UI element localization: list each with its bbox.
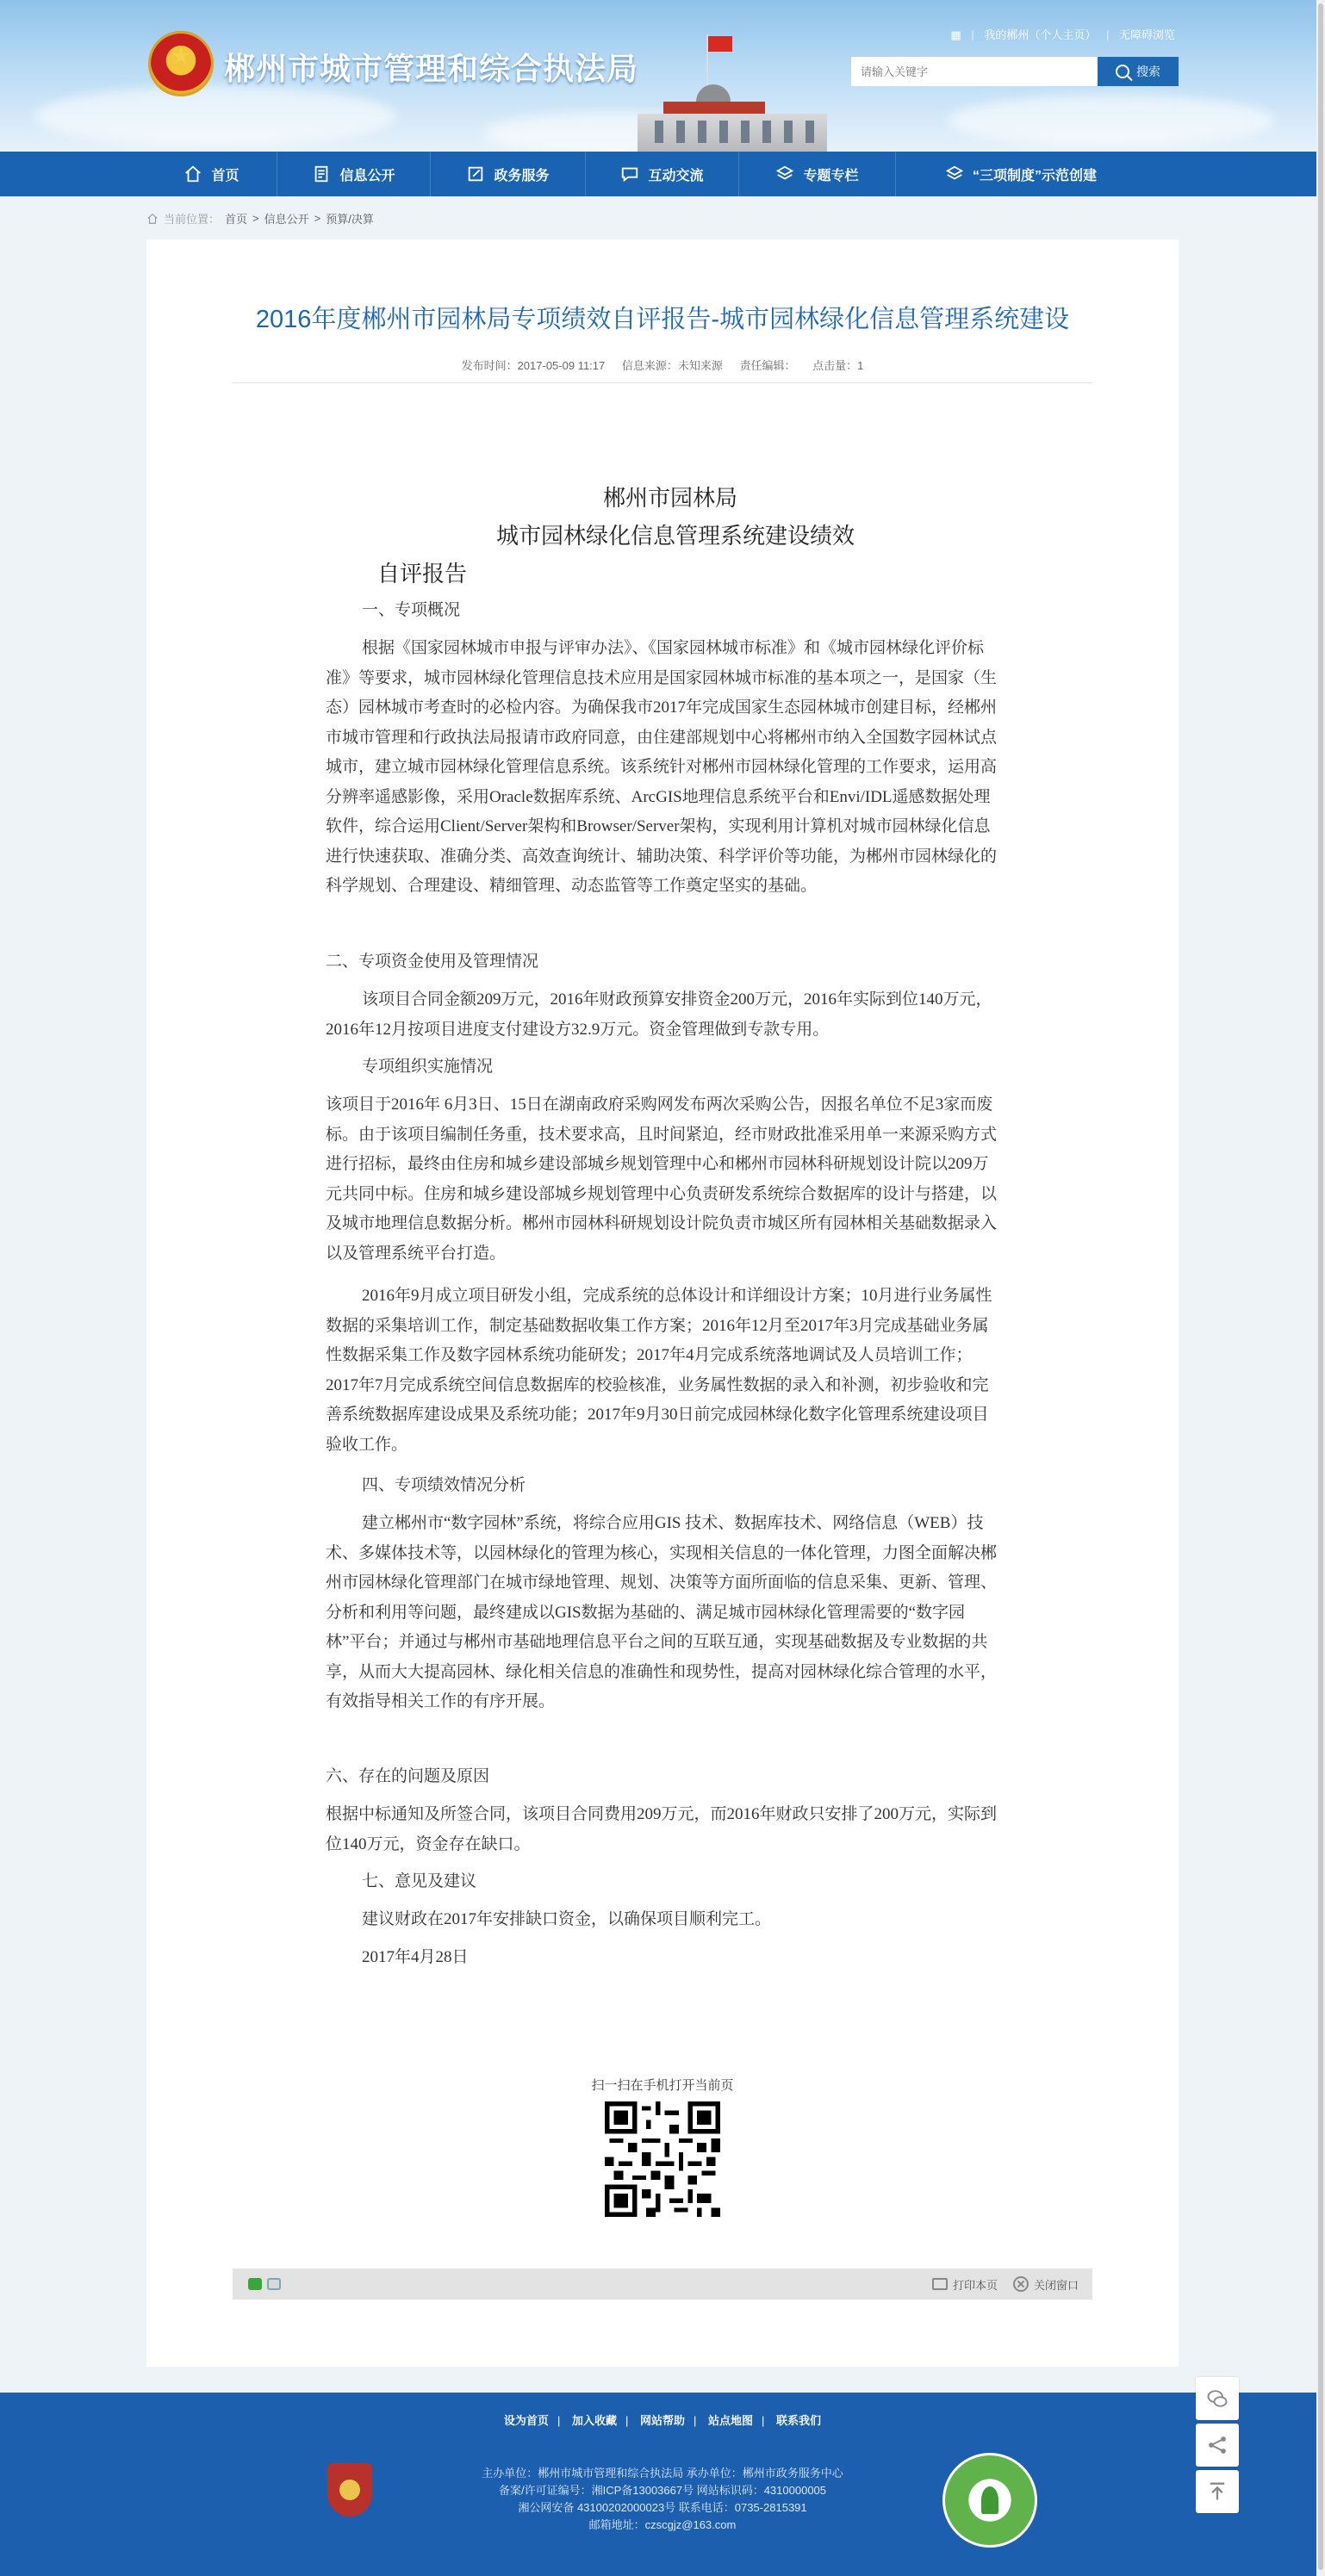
nav-special-topics[interactable] xyxy=(739,152,896,196)
footer-organizer: 主办单位：郴州市城市管理和综合执法局 承办单位：郴州市政务服务中心 xyxy=(482,2467,843,2480)
floating-toolbar xyxy=(1196,2377,1239,2517)
article-title: 2016年度郴州市园林局专项绩效自评报告-城市园林绿化信息管理系统建设 xyxy=(255,306,1070,333)
footer-links: 设为首页 | 加入收藏 | 网站帮助 | 站点地图 | 联系我们 xyxy=(503,2414,822,2427)
paragraph: 建立郴州市“数字园林”系统，将综合应用GIS 技术、数据库技术、网络信息（WEB）技术、多媒体技术等，以园林绿化的管理为核心，实现相关信息的一体化管理，力图全面解决郴州市园林绿化管理部门在城市绿地管理、规划、决策等方面所面临的信息采集、更新、管理、分析和利用等问题，最终建成以GIS数据为基础的、满足城市园林绿化管理需要的“数字园林”平台；并通过与郴州市基础地理信息平台之间的互联互通，实现基础数据及专业数据的共享，从而大大提高园林、绿化相关信息的准确性和现势性，提高对园林绿化综合管理的水平，有效指导相关工作的有序开展。 xyxy=(326,1514,998,1710)
nav-special-topics-label: 专题专栏 xyxy=(803,168,859,183)
share-float-button[interactable] xyxy=(1196,2424,1239,2467)
footer-link-sitemap[interactable]: 站点地图 xyxy=(708,2414,754,2427)
doc-heading-2: 城市园林绿化信息管理系统建设绩效 xyxy=(496,524,855,549)
doc-heading-1: 郴州市园林局 xyxy=(603,486,738,511)
publish-time: 发布时间：2017-05-09 11:17 xyxy=(461,359,606,372)
nav-three-systems[interactable] xyxy=(896,152,1146,196)
article-panel xyxy=(146,239,1179,2367)
scrollbar-thumb[interactable] xyxy=(1318,3,1323,2570)
close-window-button[interactable] xyxy=(1013,2276,1079,2293)
my-portal-link[interactable]: 我的郴州（个人主页） xyxy=(984,28,1097,41)
doc-heading-3: 自评报告 xyxy=(377,562,468,587)
nav-home[interactable] xyxy=(146,152,277,196)
print-icon xyxy=(932,2278,948,2290)
section-heading: 一、专项概况 xyxy=(362,601,461,619)
nav-gov-service[interactable] xyxy=(431,152,586,196)
paragraph: 2016年9月成立项目研发小组，完成系统的总体设计和详细设计方案；10月进行业务属性数据的采集培训工作，制定基础数据收集工作方案；2016年12月至2017年3月完成基础业务属性数据采集工作及数字园林系统功能研发；2017年4月完成系统落地调试及人员培训工作；2017年7月完成系统空间信息数据库的校验核准，业务属性数据的录入和补测，初步验收和完善系统数据库建设成果及系统功能；2017年9月30日前完成园林绿化数字化管理系统建设项目验收工作。 xyxy=(326,1287,992,1454)
close-icon xyxy=(1013,2276,1029,2292)
nav-interaction[interactable] xyxy=(586,152,739,196)
home-icon xyxy=(146,213,159,225)
accessibility-link[interactable]: 无障碍浏览 xyxy=(1118,28,1175,41)
home-icon xyxy=(184,164,202,183)
paragraph: 建议财政在2017年安排缺口资金，以确保项目顺利完工。 xyxy=(362,1910,772,1928)
section-heading: 二、专项资金使用及管理情况 xyxy=(326,953,539,971)
nav-home-label: 首页 xyxy=(211,168,239,183)
paragraph: 该项目合同金额209万元，2016年财政预算安排资金200万元，2016年实际到位140万元，2016年12月按项目进度支付建设方32.9万元。资金管理做到专款专用。 xyxy=(326,990,992,1039)
section-heading: 六、存在的问题及原因 xyxy=(326,1767,490,1785)
footer-link-contact[interactable]: 联系我们 xyxy=(776,2414,822,2427)
article-meta xyxy=(146,357,1179,373)
wechat-share-icon[interactable] xyxy=(248,2278,262,2290)
footer-info xyxy=(0,2465,1325,2534)
search-box xyxy=(851,57,1098,86)
site-title[interactable]: 郴州市城市管理和综合执法局 xyxy=(224,51,639,86)
print-label: 打印本页 xyxy=(952,2278,998,2292)
chat-icon xyxy=(620,164,639,183)
report-date: 2017年4月28日 xyxy=(362,1948,469,1966)
footer-link-set-home[interactable]: 设为首页 xyxy=(503,2414,549,2427)
back-to-top-button[interactable] xyxy=(1196,2470,1239,2513)
article-toolbar xyxy=(233,2269,1092,2300)
info-source: 信息来源：未知来源 xyxy=(621,359,723,372)
search-input[interactable] xyxy=(852,58,1097,85)
footer-email: 邮箱地址：czscgjz@163.com xyxy=(588,2518,737,2531)
search-button[interactable] xyxy=(1098,57,1179,86)
footer-link-help[interactable]: 网站帮助 xyxy=(639,2414,685,2427)
section-heading: 专项组织实施情况 xyxy=(362,1058,494,1076)
layers-icon xyxy=(775,164,794,183)
edit-icon xyxy=(466,164,485,183)
divider xyxy=(233,382,1092,383)
document-icon xyxy=(312,164,331,183)
nav-three-systems-label: “三项制度”示范创建 xyxy=(972,168,1097,183)
wechat-float-button[interactable] xyxy=(1196,2377,1239,2420)
mobile-share-icon[interactable] xyxy=(267,2278,281,2290)
city-hall-building-image xyxy=(629,34,836,152)
search-button-label: 搜索 xyxy=(1136,65,1160,78)
nav-info-disclosure[interactable] xyxy=(277,152,431,196)
nav-gov-service-label: 政务服务 xyxy=(494,168,550,183)
footer-icp[interactable]: 备案/许可证编号：湘ICP备13003667号 网站标识码：4310000005 xyxy=(498,2484,827,2497)
footer-link-favorite[interactable]: 加入收藏 xyxy=(571,2414,617,2427)
site-footer xyxy=(0,2393,1325,2576)
layers-icon xyxy=(945,164,964,183)
breadcrumb-prefix: 当前位置： xyxy=(164,213,221,226)
civilization-badge[interactable] xyxy=(942,2453,1037,2548)
national-emblem-logo[interactable] xyxy=(148,31,214,96)
nav-interaction-label: 互动交流 xyxy=(648,168,704,183)
section-heading: 四、专项绩效情况分析 xyxy=(362,1476,526,1494)
main-nav xyxy=(0,152,1325,196)
back-to-top-icon xyxy=(1205,2480,1229,2504)
qr-code-image xyxy=(605,2101,720,2217)
search-icon xyxy=(1116,65,1129,78)
qr-label: 扫一扫在手机打开当前页 xyxy=(591,2078,734,2093)
hit-count: 点击量：1 xyxy=(812,359,864,372)
breadcrumb-budget[interactable]: 预算/决算 xyxy=(326,213,374,226)
wechat-icon xyxy=(1205,2387,1229,2411)
footer-police-record[interactable]: 湘公网安备 43100202000023号 联系电话：0735-2815391 xyxy=(518,2501,807,2514)
section-heading: 七、意见及建议 xyxy=(362,1872,477,1890)
top-links: ▦ | 我的郴州（个人主页） | 无障碍浏览 xyxy=(950,28,1175,41)
mobile-version-link[interactable]: ▦ xyxy=(950,28,961,41)
paragraph: 该项目于2016年 6月3日、15日在湖南政府采购网发布两次采购公告，因报名单位不足3家而废标。由于该项目编制任务重，技术要求高，且时间紧迫，经市财政批准采用单一来源采购方式进行招标，最终由住房和城乡建设部城乡规划管理中心和郴州市园林科研规划设计院以209万元共同中标。住房和城乡建设部城乡规划管理中心负责研发系统综合数据库的设计与搭建，以及城市地理信息数据分析。郴州市园林科研规划设计院负责市城区所有园林相关基础数据录入以及管理系统平台打造。 xyxy=(326,1096,998,1263)
paragraph: 根据《国家园林城市申报与评审办法》、《国家园林城市标准》和《城市园林绿化评价标准》等要求，城市园林绿化管理信息技术应用是国家园林城市标准的基本项之一，是国家（生态）园林城市考查时的必检内容。为确保我市2017年完成国家生态园林城市创建目标，经郴州市城市管理和行政执法局报请市政府同意，由住建部规划中心将郴州市纳入全国数字园林试点城市，建立城市园林绿化管理信息系统。该系统针对郴州市园林绿化管理的工作要求，运用高分辨率遥感影像，采用Oracle数据库系统、ArcGIS地理信息系统平台和Envi/IDL遥感数据处理软件，综合运用Client/Server架构和Browser/Server架构，实现利用计算机对城市园林绿化信息进行快速获取、准确分类、高效查询统计、辅助决策、科学评价等功能，为郴州市园林绿化的科学规划、合理建设、精细管理、动态监管等工作奠定坚实的基础。 xyxy=(326,639,998,895)
breadcrumb-info[interactable]: 信息公开 xyxy=(264,213,309,226)
close-label: 关闭窗口 xyxy=(1033,2278,1079,2292)
share-icon xyxy=(1205,2433,1229,2457)
breadcrumb-home[interactable]: 首页 xyxy=(225,213,248,226)
site-header xyxy=(0,0,1325,152)
nav-info-disclosure-label: 信息公开 xyxy=(339,168,395,183)
print-button[interactable] xyxy=(932,2276,998,2293)
breadcrumb: 当前位置： 首页 > 信息公开 > 预算/决算 xyxy=(146,210,374,227)
paragraph: 根据中标通知及所签合同，该项目合同费用209万元，而2016年财政只安排了200万元，实际到位140万元，资金存在缺口。 xyxy=(326,1805,998,1853)
editor: 责任编辑： xyxy=(739,359,796,372)
share-buttons xyxy=(248,2278,281,2290)
